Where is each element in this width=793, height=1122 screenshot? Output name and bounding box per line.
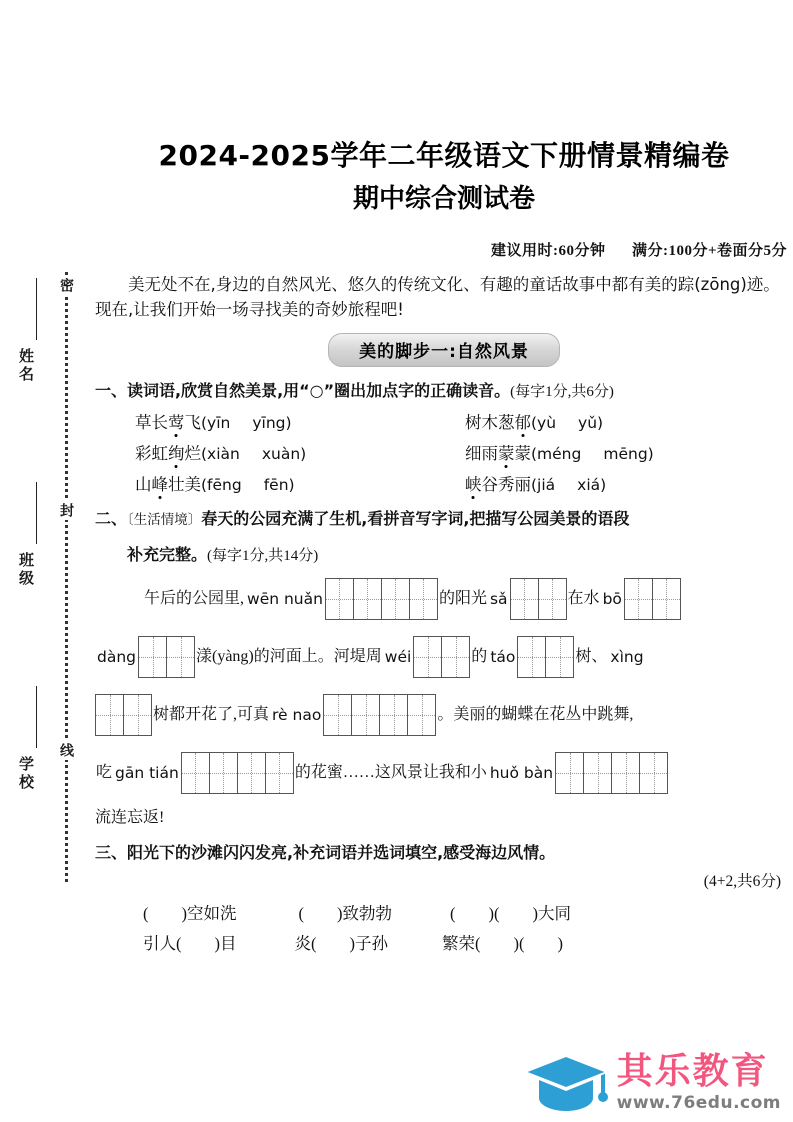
tianzige-answer-box[interactable] <box>325 578 438 620</box>
q2-fill-paragraph <box>95 570 793 802</box>
q2-static-text: 漾(yàng)的河面上。河堤周 <box>196 647 382 665</box>
q2-pinyin-hint: huǒ bàn <box>489 763 554 782</box>
tianzige-cell[interactable] <box>382 579 410 619</box>
q3-row-1 <box>143 899 793 930</box>
tianzige-answer-box[interactable] <box>517 636 574 678</box>
tianzige-answer-box[interactable] <box>510 578 567 620</box>
tianzige-cell[interactable] <box>326 579 354 619</box>
time-label: 建议用时:60分钟 <box>490 242 606 259</box>
q1-dotted-char: 莺 <box>168 413 185 433</box>
tianzige-cell[interactable] <box>546 637 573 677</box>
q3-idiom-blank[interactable]: 引人( )目 <box>143 934 237 954</box>
q2-fill-line-3 <box>95 686 793 744</box>
tianzige-cell[interactable] <box>266 753 293 793</box>
q2-static-text: 。美丽的蝴蝶在花丛中跳舞, <box>437 705 634 723</box>
q2-static-text: 的 <box>471 647 488 665</box>
q1-word-item[interactable] <box>465 471 793 495</box>
q1-word-prefix: 草长 <box>135 413 168 433</box>
section-banner-1: 美的脚步一:自然风景 <box>328 333 560 367</box>
q2-num: 二、 <box>95 509 128 529</box>
tianzige-answer-box[interactable] <box>323 694 436 736</box>
q1-pinyin-choices[interactable]: (yīn yīng) <box>201 414 292 433</box>
q1-pinyin-choices[interactable]: (yù yǔ) <box>531 414 604 433</box>
tianzige-cell[interactable] <box>124 695 151 735</box>
q1-word-item[interactable] <box>465 440 793 464</box>
q1-pinyin-choices[interactable]: (méng mēng) <box>531 445 654 464</box>
q1-word-prefix: 细雨 <box>465 444 498 464</box>
logo-brand: 其乐教育 <box>616 1051 769 1092</box>
q2-pinyin-hint: bō <box>602 589 622 608</box>
paper-body <box>95 0 793 1122</box>
q2-pinyin-hint: rè nao <box>272 705 322 724</box>
q1-word-prefix: 树木葱 <box>465 413 515 433</box>
name-rule <box>36 278 37 340</box>
margin-label-class: 班级 <box>17 552 35 588</box>
q2-pinyin-hint: táo <box>490 647 516 666</box>
q1-word-suffix: 蒙 <box>514 444 531 464</box>
tianzige-cell[interactable] <box>442 637 469 677</box>
tianzige-cell[interactable] <box>352 695 380 735</box>
page-title: 2024-2025学年二年级语文下册情景精编卷 <box>158 139 730 172</box>
q2-text2: 补充完整。 <box>127 545 208 565</box>
q3-idiom-blank[interactable]: 繁荣( )( ) <box>442 934 563 954</box>
q2-static-text: 的花蜜……这风景让我和小 <box>294 763 487 781</box>
q1-word-prefix: 山 <box>135 475 152 495</box>
tianzige-cell[interactable] <box>380 695 408 735</box>
tianzige-answer-box[interactable] <box>138 636 195 678</box>
q1-word-item[interactable] <box>135 471 465 495</box>
q1-dotted-char: 峰 <box>151 475 168 495</box>
tianzige-cell[interactable] <box>354 579 382 619</box>
q1-dotted-char: 郁 <box>514 413 531 433</box>
q3-blank-rows <box>95 899 793 960</box>
tianzige-answer-box[interactable] <box>555 752 668 794</box>
tianzige-cell[interactable] <box>210 753 238 793</box>
tianzige-cell[interactable] <box>653 579 680 619</box>
q2-pinyin-hint: dàng <box>97 647 136 666</box>
q2-score: (每字1分,共14分) <box>207 548 319 565</box>
question-1-stem <box>95 379 793 404</box>
tianzige-answer-box[interactable] <box>95 694 152 736</box>
q1-word-suffix: 烂 <box>184 444 201 464</box>
seal-char-xian: 线 <box>56 740 76 760</box>
q2-fill-line-4 <box>95 744 793 802</box>
q2-pinyin-hint: wēn nuǎn <box>247 589 323 608</box>
q2-static-text: 在水 <box>567 589 600 607</box>
q1-word-suffix: 壮美 <box>168 475 201 495</box>
q2-static-text: 的阳光 <box>438 589 487 607</box>
logo-url: www.76edu.com <box>616 1093 781 1113</box>
q1-word-list <box>95 409 793 495</box>
seal-char-mi: 密 <box>56 275 76 295</box>
tianzige-cell[interactable] <box>640 753 667 793</box>
school-rule <box>36 686 37 748</box>
tianzige-cell[interactable] <box>182 753 210 793</box>
section-banner-wrap <box>95 333 793 367</box>
tianzige-cell[interactable] <box>539 579 566 619</box>
question-2-stem <box>95 507 793 531</box>
q3-idiom-blank[interactable]: 炎( )子孙 <box>294 934 388 954</box>
score-label: 满分:100分+卷面分5分 <box>631 242 787 259</box>
q1-word-suffix: 谷秀丽 <box>481 475 531 495</box>
tianzige-answer-box[interactable] <box>413 636 470 678</box>
q2-fill-line-1 <box>95 570 793 628</box>
q2-pinyin-hint: sǎ <box>489 589 508 608</box>
q2-fill-line-2 <box>95 628 793 686</box>
tianzige-answer-box[interactable] <box>181 752 294 794</box>
seal-dotted-line <box>65 272 68 882</box>
q1-dotted-char: 绚 <box>168 444 185 464</box>
q2-fill-tail: 流连忘返! <box>95 808 165 826</box>
logo-text <box>616 1051 781 1113</box>
margin-label-school: 学校 <box>17 756 35 792</box>
page-subtitle: 期中综合测试卷 <box>352 183 535 214</box>
tianzige-cell[interactable] <box>584 753 612 793</box>
tianzige-cell[interactable] <box>625 579 653 619</box>
tianzige-cell[interactable] <box>324 695 352 735</box>
class-rule <box>36 482 37 544</box>
q1-word-item[interactable] <box>465 409 793 433</box>
margin-label-name: 姓名 <box>17 348 35 384</box>
tianzige-cell[interactable] <box>167 637 194 677</box>
seal-char-feng: 封 <box>56 500 76 520</box>
q1-dotted-char: 峡 <box>465 475 482 495</box>
q3-score: (4+2,共6分) <box>703 872 781 890</box>
q1-text: 一、读词语,欣赏自然美景,用“○”圈出加点字的正确读音。 <box>95 380 511 400</box>
q2-static-text: 树、 <box>575 647 608 665</box>
tianzige-cell[interactable] <box>410 579 437 619</box>
tianzige-cell[interactable] <box>518 637 546 677</box>
question-3-stem <box>95 841 793 865</box>
question-2-stem-line2 <box>127 543 793 568</box>
q2-static-text: 午后的公园里, <box>144 589 245 607</box>
tianzige-cell[interactable] <box>612 753 640 793</box>
q1-pinyin-choices[interactable]: (fēng fēn) <box>201 476 295 495</box>
graduation-cap-icon <box>523 1052 609 1114</box>
q2-pinyin-hint: wéi <box>384 647 412 666</box>
tianzige-cell[interactable] <box>511 579 539 619</box>
q2-pinyin-hint: gān tián <box>115 763 179 782</box>
q2-pinyin-hint: xìng <box>610 647 644 666</box>
q2-static-text: 吃 <box>96 763 113 781</box>
q2-text: 春天的公园充满了生机,看拼音写字词,把描写公园美景的语段 <box>201 509 630 529</box>
tianzige-cell[interactable] <box>96 695 124 735</box>
q3-row-2 <box>143 929 793 960</box>
q3-text: 三、阳光下的沙滩闪闪发亮,补充词语并选词填空,感受海边风情。 <box>95 842 556 862</box>
q2-static-text: 树都开花了,可真 <box>153 705 270 723</box>
q1-score: (每字1分,共6分) <box>510 383 614 400</box>
q1-pinyin-choices[interactable]: (jiá xiá) <box>531 476 607 495</box>
q1-dotted-char: 蒙 <box>498 444 515 464</box>
tianzige-cell[interactable] <box>414 637 442 677</box>
q1-word-item[interactable] <box>135 440 465 464</box>
site-logo <box>523 1052 781 1114</box>
q1-word-suffix: 飞 <box>184 413 201 433</box>
tianzige-cell[interactable] <box>238 753 266 793</box>
q3-idiom-blank[interactable]: ( )致勃勃 <box>298 903 392 923</box>
q2-situation-tag: 〔生活情境〕 <box>127 512 202 528</box>
tianzige-cell[interactable] <box>139 637 167 677</box>
intro-paragraph: 美无处不在,身边的自然风光、悠久的传统文化、有趣的童话故事中都有美的踪(zōng)迹。现在,让我们开始一场寻找美的奇妙旅程吧! <box>95 274 780 320</box>
tianzige-cell[interactable] <box>408 695 435 735</box>
seal-margin <box>0 0 95 1122</box>
tianzige-answer-box[interactable] <box>624 578 681 620</box>
q1-pinyin-choices[interactable]: (xiàn xuàn) <box>201 445 307 464</box>
tianzige-cell[interactable] <box>556 753 584 793</box>
q1-word-item[interactable] <box>135 409 465 433</box>
q3-idiom-blank[interactable]: ( )( )大同 <box>450 903 571 923</box>
q1-word-prefix: 彩虹 <box>135 444 168 464</box>
q3-idiom-blank[interactable]: ( )空如洗 <box>143 903 237 923</box>
exam-meta <box>95 239 793 260</box>
